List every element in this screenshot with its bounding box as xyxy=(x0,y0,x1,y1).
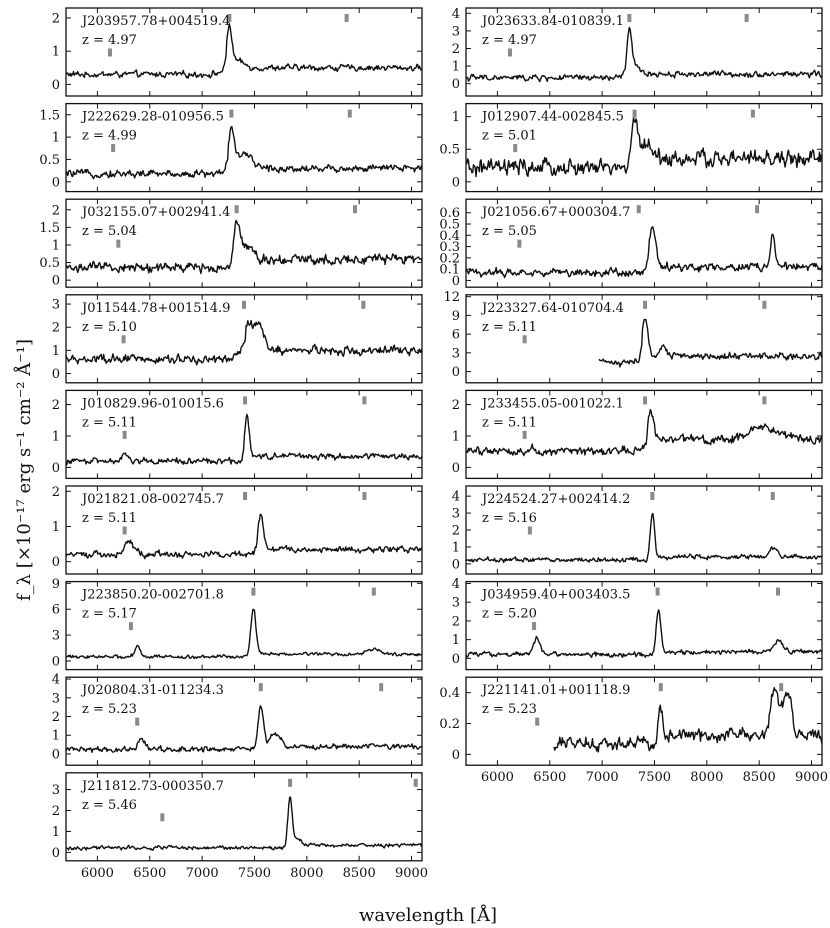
line-marker xyxy=(771,492,775,500)
line-marker xyxy=(345,14,349,22)
line-marker xyxy=(160,813,164,821)
y-tick-label: 1 xyxy=(51,728,60,744)
line-marker xyxy=(362,396,366,404)
line-marker xyxy=(243,396,247,404)
line-marker xyxy=(755,205,759,213)
y-tick-label: 1.5 xyxy=(39,220,60,236)
x-tick-label: 8500 xyxy=(342,865,376,881)
line-marker xyxy=(362,492,366,500)
redshift-label: z = 5.01 xyxy=(482,128,537,144)
line-marker xyxy=(353,205,357,213)
line-marker xyxy=(637,205,641,213)
line-marker xyxy=(123,526,127,534)
y-tick-label: 0.2 xyxy=(439,717,460,733)
y-tick-label: 0 xyxy=(51,273,60,289)
spectrum-panel xyxy=(52,673,422,766)
object-name: J223850.20-002701.8 xyxy=(82,587,224,603)
y-tick-label: 0 xyxy=(451,175,460,191)
line-marker xyxy=(348,110,352,118)
y-tick-label: 0.3 xyxy=(439,240,460,256)
x-tick-label: 7500 xyxy=(237,865,272,881)
line-marker xyxy=(517,240,521,248)
redshift-label: z = 5.23 xyxy=(482,702,537,718)
y-tick-label: 0 xyxy=(51,555,60,571)
object-name: J020804.31-011234.3 xyxy=(82,683,224,699)
object-name: J224524.27+002414.2 xyxy=(482,492,631,507)
redshift-label: z = 5.17 xyxy=(82,606,137,622)
y-tick-label: 0.4 xyxy=(439,686,460,702)
line-marker xyxy=(251,588,255,596)
y-tick-label: 1 xyxy=(51,44,60,60)
redshift-label: z = 5.46 xyxy=(82,797,137,813)
spectrum-panel xyxy=(52,8,422,96)
y-tick-label: 0 xyxy=(451,273,460,289)
y-tick-label: 2 xyxy=(51,484,60,500)
y-tick-label: 1 xyxy=(51,343,60,359)
line-marker xyxy=(242,301,246,309)
y-tick-label: 2 xyxy=(451,614,460,630)
y-tick-label: 9 xyxy=(451,308,460,324)
x-axis-title: wavelength [Å] xyxy=(358,905,498,926)
line-marker xyxy=(372,588,376,596)
line-marker xyxy=(776,588,780,596)
y-tick-label: 1 xyxy=(51,429,60,445)
line-marker xyxy=(779,683,783,691)
line-marker xyxy=(656,588,660,596)
line-marker xyxy=(513,144,517,152)
y-tick-label: 0 xyxy=(51,77,60,93)
y-tick-label: 0 xyxy=(51,367,60,383)
object-name: J010829.96-010015.6 xyxy=(82,396,224,412)
redshift-label: z = 5.20 xyxy=(482,606,537,622)
x-tick-label: 8500 xyxy=(742,770,776,786)
line-marker xyxy=(523,431,527,439)
line-marker xyxy=(532,622,536,630)
object-name: J221141.01+001118.9 xyxy=(482,683,631,699)
x-tick-label: 9000 xyxy=(794,770,829,786)
redshift-label: z = 5.04 xyxy=(82,224,137,240)
y-tick-label: 4 xyxy=(451,489,460,505)
redshift-label: z = 5.23 xyxy=(82,702,137,718)
y-tick-label: 3 xyxy=(451,506,460,522)
line-marker xyxy=(745,14,749,22)
spectrum-panel xyxy=(52,390,422,478)
x-tick-label: 9000 xyxy=(394,865,429,881)
line-marker xyxy=(643,301,647,309)
x-tick-label: 8000 xyxy=(690,770,724,786)
y-tick-label: 9 xyxy=(51,576,60,592)
y-tick-label: 3 xyxy=(51,628,60,644)
spectrum-panel xyxy=(52,485,422,574)
object-name: J211812.73-000350.7 xyxy=(82,778,224,794)
x-tick-label: 7000 xyxy=(585,770,619,786)
y-tick-label: 2 xyxy=(451,523,460,539)
y-tick-label: 12 xyxy=(443,290,460,306)
line-marker xyxy=(659,683,663,691)
y-tick-label: 4 xyxy=(451,576,460,592)
spectrum-panel xyxy=(452,7,822,96)
line-marker xyxy=(762,396,766,404)
y-tick-label: 1 xyxy=(51,130,60,146)
y-tick-label: 3 xyxy=(51,297,60,313)
spectrum-panel xyxy=(39,199,422,288)
y-tick-label: 2 xyxy=(451,398,460,414)
y-tick-label: 3 xyxy=(451,595,460,611)
y-tick-label: 0 xyxy=(51,845,60,861)
y-tick-label: 0 xyxy=(451,651,460,667)
y-tick-label: 1.5 xyxy=(39,108,60,124)
line-marker xyxy=(535,718,539,726)
y-tick-label: 3 xyxy=(451,24,460,40)
line-marker xyxy=(762,301,766,309)
redshift-label: z = 5.10 xyxy=(82,319,137,335)
object-name: J021056.67+000304.7 xyxy=(482,205,631,221)
y-tick-label: 0.5 xyxy=(439,217,460,233)
spectrum-panel xyxy=(52,773,428,881)
y-tick-label: 4 xyxy=(51,672,60,688)
redshift-label: z = 5.16 xyxy=(482,511,537,526)
y-tick-label: 3 xyxy=(51,783,60,799)
spectrum-panel xyxy=(39,104,422,192)
redshift-label: z = 5.11 xyxy=(82,511,137,526)
y-tick-label: 2 xyxy=(51,11,60,27)
object-name: J021821.08-002745.7 xyxy=(82,492,224,507)
spectrum-panel xyxy=(439,104,822,192)
line-marker xyxy=(361,301,365,309)
y-tick-label: 0.1 xyxy=(439,262,460,278)
y-tick-label: 0 xyxy=(451,365,460,381)
object-name: J233455.05-001022.1 xyxy=(482,396,624,412)
object-name: J203957.78+004519.4 xyxy=(82,14,231,29)
spectrum-line xyxy=(66,24,422,78)
y-tick-label: 0.5 xyxy=(39,152,60,168)
redshift-label: z = 5.11 xyxy=(82,415,137,431)
spectrum-line xyxy=(599,319,822,367)
spectrum-panel xyxy=(452,390,822,478)
spectrum-panel xyxy=(439,677,828,785)
y-tick-label: 1 xyxy=(51,519,60,535)
y-tick-label: 2 xyxy=(51,710,60,726)
y-tick-label: 0 xyxy=(451,77,460,93)
line-marker xyxy=(229,110,233,118)
line-marker xyxy=(111,144,115,152)
y-tick-label: 6 xyxy=(51,602,60,618)
y-tick-label: 0 xyxy=(451,557,460,573)
y-tick-label: 2 xyxy=(451,41,460,57)
y-tick-label: 1 xyxy=(51,824,60,840)
y-tick-label: 0.6 xyxy=(439,206,460,222)
line-marker xyxy=(116,240,120,248)
redshift-label: z = 4.97 xyxy=(482,33,537,48)
y-tick-label: 0 xyxy=(51,654,60,670)
line-marker xyxy=(414,779,418,787)
line-marker xyxy=(633,110,637,118)
redshift-label: z = 5.05 xyxy=(482,224,537,240)
y-tick-label: 0 xyxy=(51,747,60,763)
y-tick-label: 2 xyxy=(51,320,60,336)
line-marker xyxy=(123,431,127,439)
y-tick-label: 0 xyxy=(451,460,460,476)
line-marker xyxy=(627,14,631,22)
line-marker xyxy=(508,48,512,56)
y-tick-label: 0 xyxy=(51,175,60,191)
object-name: J223327.64-010704.4 xyxy=(482,300,624,316)
redshift-label: z = 4.97 xyxy=(82,33,137,48)
y-tick-label: 4 xyxy=(451,6,460,22)
spectrum-line xyxy=(466,118,822,177)
y-tick-label: 0 xyxy=(451,747,460,763)
y-tick-label: 0.5 xyxy=(39,256,60,272)
y-tick-label: 0 xyxy=(51,460,60,476)
line-marker xyxy=(129,622,133,630)
y-tick-label: 1 xyxy=(451,110,460,126)
x-tick-label: 7500 xyxy=(637,770,672,786)
line-marker xyxy=(751,110,755,118)
object-name: J032155.07+002941.4 xyxy=(82,205,231,221)
y-tick-label: 2 xyxy=(51,804,60,820)
y-axis-title: f_λ [×10⁻¹⁷ erg s⁻¹ cm⁻² Å⁻¹] xyxy=(14,339,35,601)
y-tick-label: 2 xyxy=(51,398,60,414)
spectrum-panel xyxy=(452,486,822,574)
spectra-panels xyxy=(39,7,828,881)
x-tick-label: 6000 xyxy=(80,865,114,881)
redshift-label: z = 4.99 xyxy=(82,128,137,144)
y-tick-label: 3 xyxy=(51,691,60,707)
line-marker xyxy=(235,205,239,213)
line-marker xyxy=(288,779,292,787)
redshift-label: z = 5.11 xyxy=(482,319,537,335)
redshift-label: z = 5.11 xyxy=(482,415,537,431)
line-marker xyxy=(528,526,532,534)
object-name: J023633.84-010839.1 xyxy=(482,14,624,29)
object-name: J222629.28-010956.5 xyxy=(82,109,224,125)
x-tick-label: 6500 xyxy=(133,865,167,881)
y-tick-label: 1 xyxy=(451,540,460,556)
y-tick-label: 0.2 xyxy=(439,251,460,267)
line-marker xyxy=(108,48,112,56)
spectrum-panel xyxy=(439,199,822,289)
line-marker xyxy=(379,683,383,691)
line-marker xyxy=(523,335,527,343)
line-marker xyxy=(243,492,247,500)
spectrum-panel xyxy=(52,577,422,670)
x-tick-label: 6000 xyxy=(480,770,514,786)
line-marker xyxy=(122,335,126,343)
spectrum-panel xyxy=(452,577,822,670)
line-marker xyxy=(643,396,647,404)
line-marker xyxy=(650,492,654,500)
y-tick-label: 1 xyxy=(451,633,460,649)
spectrum-panel xyxy=(52,295,422,383)
y-tick-label: 0.4 xyxy=(439,228,460,244)
x-tick-label: 7000 xyxy=(185,865,219,881)
x-tick-label: 8000 xyxy=(290,865,324,881)
y-tick-label: 0.5 xyxy=(439,142,460,158)
object-name: J012907.44-002845.5 xyxy=(482,109,624,125)
object-name: J011544.78+001514.9 xyxy=(82,300,231,316)
y-tick-label: 1 xyxy=(451,59,460,75)
y-tick-label: 6 xyxy=(451,327,460,343)
spectrum-panel xyxy=(443,290,822,383)
y-tick-label: 1 xyxy=(51,238,60,254)
y-tick-label: 1 xyxy=(451,429,460,445)
line-marker xyxy=(135,718,139,726)
x-tick-label: 6500 xyxy=(533,770,567,786)
line-marker xyxy=(259,683,263,691)
object-name: J034959.40+003403.5 xyxy=(482,587,631,603)
y-tick-label: 3 xyxy=(451,346,460,362)
y-tick-label: 2 xyxy=(51,203,60,219)
